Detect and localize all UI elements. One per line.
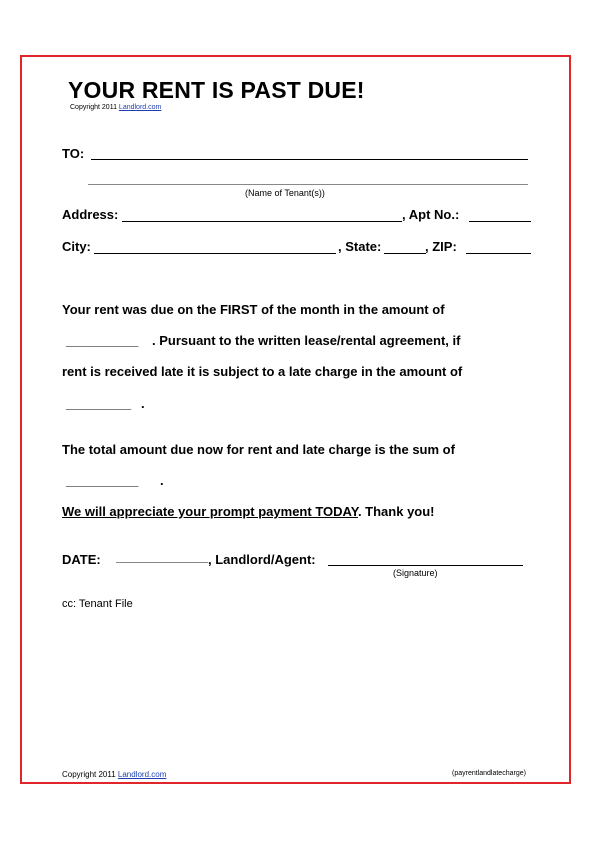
cc-tenant-file: cc: Tenant File <box>62 598 133 610</box>
body-line-3: rent is received late it is subject to a late charge in the amount of <box>62 364 463 379</box>
form-title: YOUR RENT IS PAST DUE! <box>68 77 365 103</box>
zip-label: , ZIP: <box>425 239 457 254</box>
footer-copyright-text: Copyright 2011 <box>62 770 116 779</box>
date-label: DATE: <box>62 552 101 567</box>
to-label: TO: <box>62 146 85 161</box>
apt-line[interactable] <box>469 221 531 222</box>
signature-caption: (Signature) <box>393 568 438 578</box>
signature-line[interactable] <box>328 565 523 566</box>
date-line[interactable] <box>116 562 208 563</box>
header-copyright-text: Copyright 2011 <box>70 104 117 111</box>
body-line-5: The total amount due now for rent and late charge is the sum of <box>62 442 455 457</box>
total-amount-blank[interactable]: __________ <box>66 473 139 488</box>
body-line-6-end: . <box>160 473 164 488</box>
rent-amount-blank[interactable]: __________ <box>66 333 139 348</box>
header-copyright-link[interactable]: Landlord.com <box>118 104 162 111</box>
footer-copyright-link[interactable]: Landlord.com <box>117 770 167 779</box>
to-line[interactable] <box>91 159 528 160</box>
header-copyright <box>70 104 161 111</box>
footer-copyright <box>62 770 166 779</box>
body-line-1: Your rent was due on the FIRST of the month in the amount of <box>62 302 445 317</box>
form-code: (payrentlandlatecharge) <box>452 770 526 777</box>
landlord-label: , Landlord/Agent: <box>208 552 316 567</box>
address-label: Address: <box>62 207 119 222</box>
address-line[interactable] <box>122 221 402 222</box>
appreciate-line <box>62 504 435 519</box>
state-line[interactable] <box>384 253 426 254</box>
zip-line[interactable] <box>466 253 531 254</box>
tenant-name-caption: (Name of Tenant(s)) <box>245 188 325 198</box>
city-line[interactable] <box>94 253 336 254</box>
tenant-name-line[interactable] <box>88 184 528 185</box>
form-border <box>20 55 571 784</box>
appreciate-text: We will appreciate your prompt payment TODAY <box>62 504 358 519</box>
late-charge-blank[interactable]: _________ <box>66 396 132 411</box>
body-line-2: . Pursuant to the written lease/rental agreement, if <box>152 333 461 348</box>
city-label: City: <box>62 239 91 254</box>
state-label: , State: <box>338 239 382 254</box>
body-line-4-end: . <box>141 396 145 411</box>
thanks-text: . Thank you! <box>357 504 435 519</box>
apt-label: , Apt No.: <box>402 207 460 222</box>
